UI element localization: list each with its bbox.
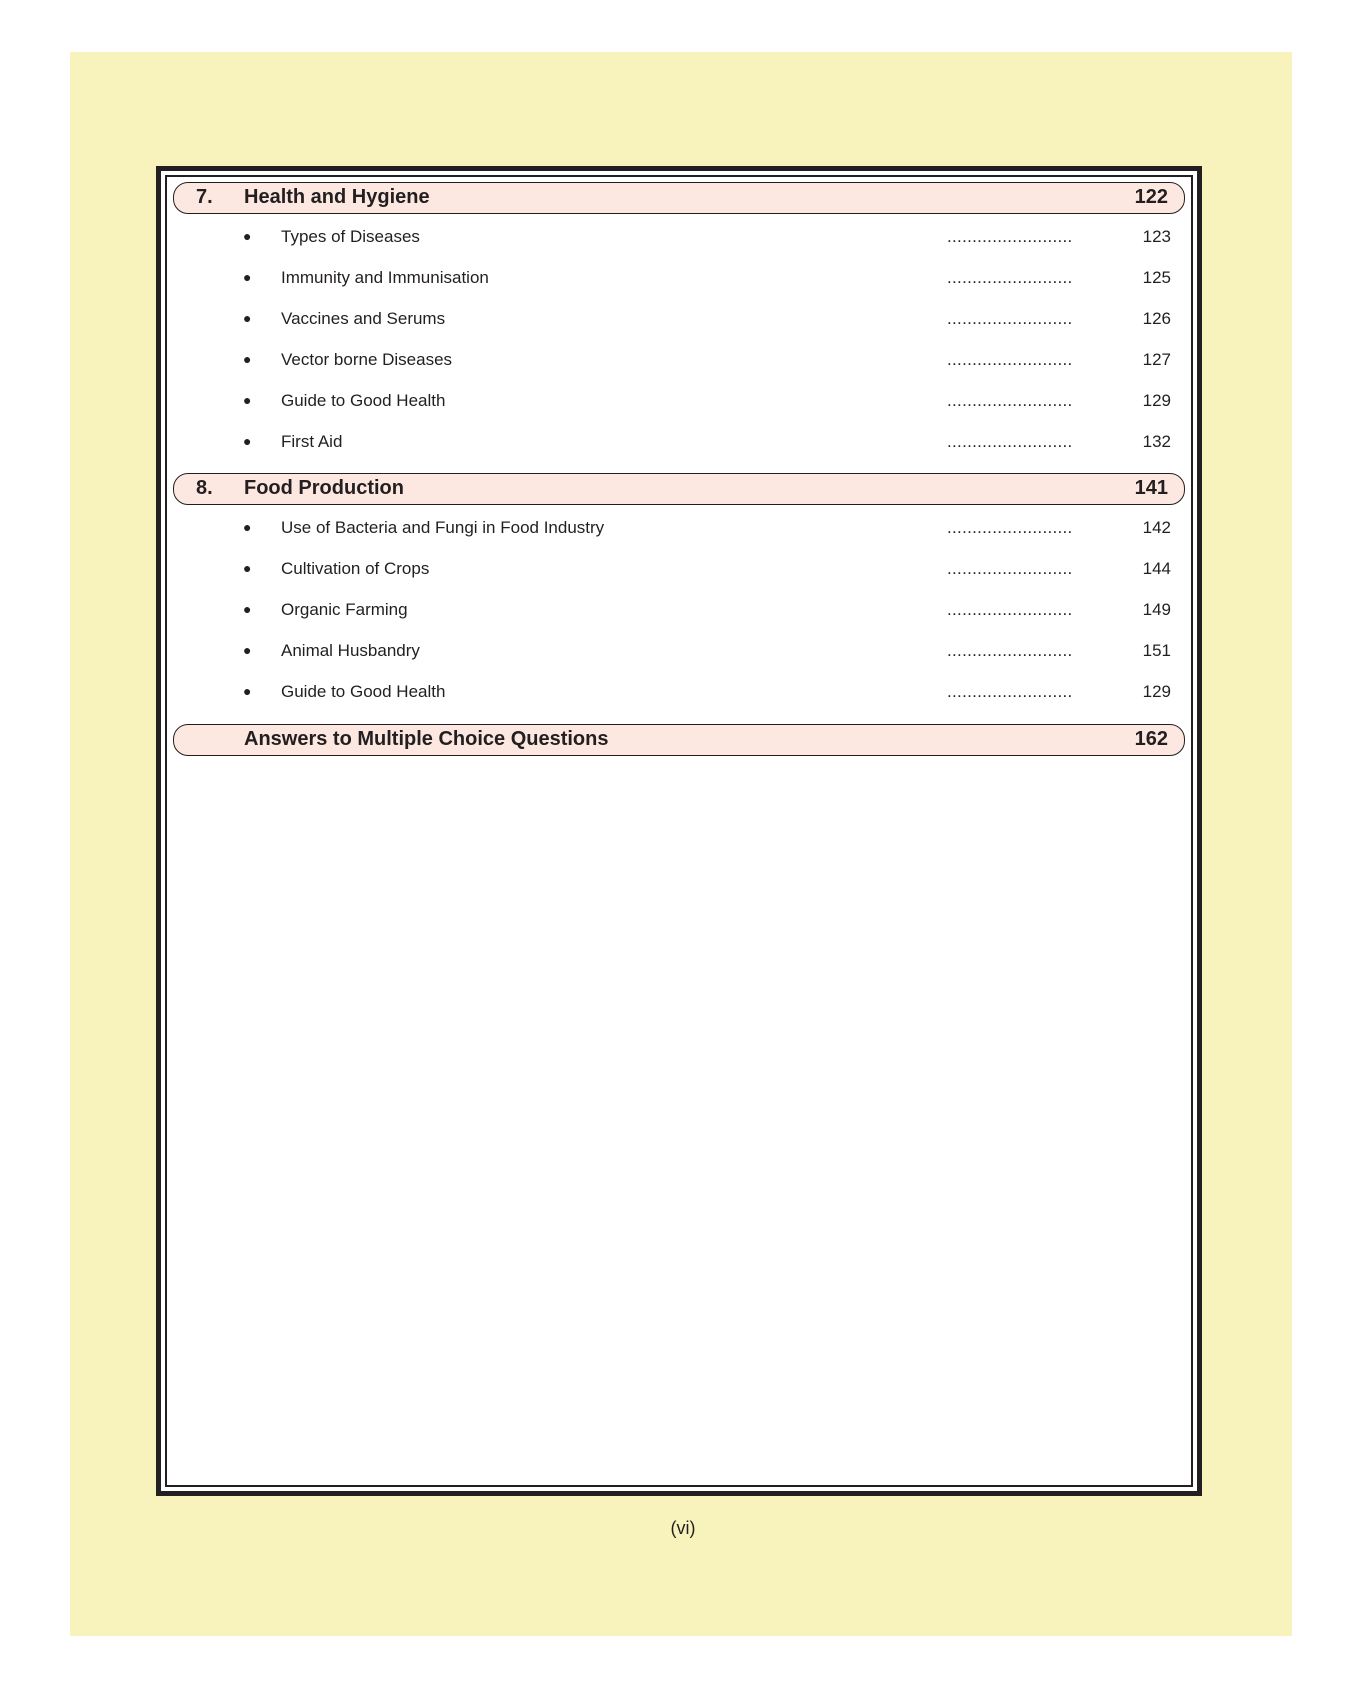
- leader-dots: .........................: [947, 518, 1073, 537]
- topic-item[interactable]: [167, 630, 1191, 671]
- leader-dots: .........................: [947, 432, 1073, 451]
- page-background: [70, 52, 1292, 1636]
- topic-item[interactable]: [167, 507, 1191, 548]
- bullet-icon: ●: [243, 310, 252, 326]
- bullet-icon: ●: [243, 392, 252, 408]
- topic-item[interactable]: [167, 589, 1191, 630]
- bullet-icon: ●: [243, 683, 252, 699]
- topic-label: Animal Husbandry: [281, 641, 420, 660]
- bullet-icon: ●: [243, 351, 252, 367]
- topic-page-number: 142: [1142, 518, 1171, 537]
- contents-frame: [156, 166, 1202, 1496]
- bullet-icon: ●: [243, 269, 252, 285]
- chapter-page-number: 141: [1134, 477, 1168, 499]
- leader-dots: .........................: [947, 559, 1073, 578]
- contents-inner-border: [165, 175, 1193, 1487]
- chapter-8-topic-list: [167, 507, 1191, 712]
- chapter-heading-7[interactable]: [173, 182, 1185, 214]
- leader-dots: .........................: [947, 641, 1073, 660]
- bullet-icon: ●: [243, 433, 252, 449]
- topic-label: Types of Diseases: [281, 227, 420, 246]
- topic-page-number: 129: [1142, 391, 1171, 410]
- topic-item[interactable]: [167, 257, 1191, 298]
- topic-label: Use of Bacteria and Fungi in Food Industry: [281, 518, 605, 537]
- topic-item[interactable]: [167, 380, 1191, 421]
- chapter-title: Health and Hygiene: [244, 186, 430, 208]
- topic-page-number: 126: [1142, 309, 1171, 328]
- leader-dots: .........................: [947, 268, 1073, 287]
- topic-label: Guide to Good Health: [281, 682, 446, 701]
- topic-page-number: 123: [1142, 227, 1171, 246]
- topic-page-number: 149: [1142, 600, 1171, 619]
- topic-page-number: 125: [1142, 268, 1171, 287]
- topic-page-number: 132: [1142, 432, 1171, 451]
- leader-dots: .........................: [947, 391, 1073, 410]
- chapter-page-number: 122: [1134, 186, 1168, 208]
- leader-dots: .........................: [947, 350, 1073, 369]
- topic-item[interactable]: [167, 298, 1191, 339]
- bullet-icon: ●: [243, 642, 252, 658]
- topic-item[interactable]: [167, 421, 1191, 462]
- topic-label: First Aid: [281, 432, 343, 451]
- leader-dots: .........................: [947, 600, 1073, 619]
- bullet-icon: ●: [243, 560, 252, 576]
- topic-label: Organic Farming: [281, 600, 408, 619]
- bullet-icon: ●: [243, 228, 252, 244]
- topic-label: Vaccines and Serums: [281, 309, 446, 328]
- leader-dots: .........................: [947, 309, 1073, 328]
- chapter-heading-8[interactable]: [173, 473, 1185, 505]
- leader-dots: .........................: [947, 682, 1073, 701]
- topic-label: Cultivation of Crops: [281, 559, 430, 578]
- topic-item[interactable]: [167, 671, 1191, 712]
- chapter-number: 7.: [196, 186, 213, 208]
- topic-label: Vector borne Diseases: [281, 350, 453, 369]
- bullet-icon: ●: [243, 519, 252, 535]
- topic-page-number: 127: [1142, 350, 1171, 369]
- answers-page-number: 162: [1134, 728, 1168, 750]
- page-number-footer: (vi): [670, 1518, 696, 1538]
- answers-title: Answers to Multiple Choice Questions: [244, 728, 609, 750]
- bullet-icon: ●: [243, 601, 252, 617]
- topic-page-number: 151: [1142, 641, 1171, 660]
- topic-page-number: 144: [1142, 559, 1171, 578]
- answers-heading[interactable]: [173, 724, 1185, 756]
- chapter-7-topic-list: [167, 216, 1191, 462]
- chapter-title: Food Production: [244, 477, 404, 499]
- topic-page-number: 129: [1142, 682, 1171, 701]
- topic-item[interactable]: [167, 216, 1191, 257]
- topic-label: Guide to Good Health: [281, 391, 446, 410]
- topic-item[interactable]: [167, 339, 1191, 380]
- topic-label: Immunity and Immunisation: [281, 268, 489, 287]
- chapter-number: 8.: [196, 477, 213, 499]
- topic-item[interactable]: [167, 548, 1191, 589]
- leader-dots: .........................: [947, 227, 1073, 246]
